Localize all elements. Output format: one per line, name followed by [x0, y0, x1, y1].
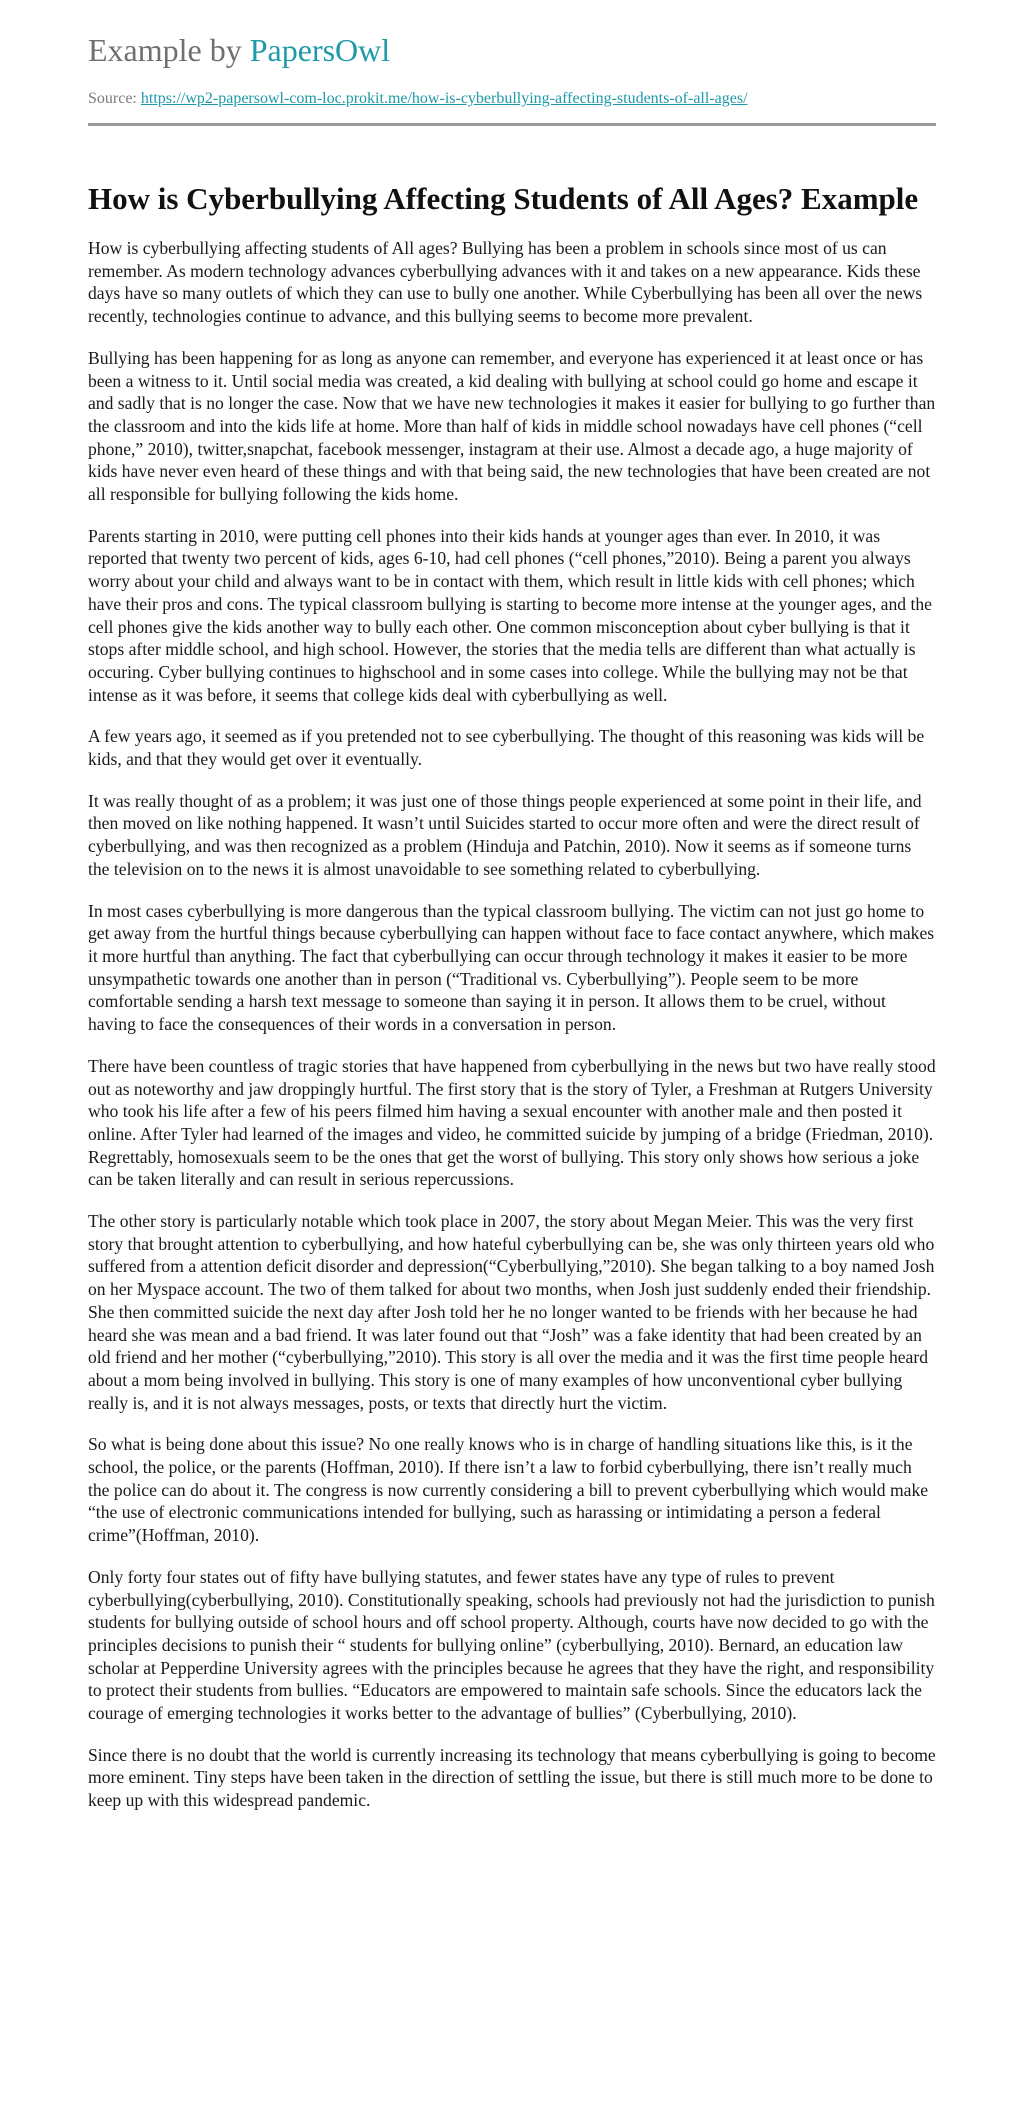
- paragraph: Parents starting in 2010, were putting cell phones into their kids hands at younger ages than ever. In 2010, it was reported that twenty two percent of kids, ages 6-10, had cell phones (“cell phones,”2010). Being a parent you always worry about your child and always want to be in contact with them, which result in little kids with cell phones; which have their pros and cons. The typical classroom bullying is starting to become more intense at the younger ages, and the cell phones give the kids another way to bully each other. One common misconception about cyber bullying is that it stops after middle school, and high school. However, the stories that the media tells are different than what actually is occuring. Cyber bullying continues to highschool and in some cases into college. While the bullying may not be that intense as it was before, it seems that college kids deal with cyberbullying as well.: [88, 525, 932, 705]
- article: [88, 180, 936, 1831]
- paragraph: How is cyberbullying affecting students of All ages? Bullying has been a problem in schools since most of us can remember. As modern technology advances cyberbullying advances with it and takes on a new appearance. Kids these days have so many outlets of which they can use to bully one another. While Cyberbullying has been all over the news recently, technologies continue to advance, and this bullying seems to become more prevalent.: [88, 238, 923, 327]
- source-label: Source:: [88, 90, 141, 107]
- article-title: How is Cyberbullying Affecting Students of All Ages? Example: [88, 181, 919, 216]
- source-link[interactable]: https://wp2-papersowl-com-loc.prokit.me/how-is-cyberbullying-affecting-students-of-all-ages/: [140, 90, 748, 107]
- paragraph: A few years ago, it seemed as if you pretended not to see cyberbullying. The thought of this reasoning was kids will be kids, and that they would get over it eventually.: [88, 726, 925, 770]
- paragraph: It was really thought of as a problem; it was just one of those things people experienced at some point in their life, and then moved on like nothing happened. It wasn’t until Suicides started to occur more often and were the direct result of cyberbullying, and was then recognized as a problem (Hinduja and Patchin, 2010). Now it seems as if someone turns the television on to the news it is almost unavoidable to see something related to cyberbullying.: [88, 790, 922, 879]
- brand-name[interactable]: PapersOwl: [249, 32, 391, 68]
- paragraph: So what is being done about this issue? No one really knows who is in charge of handling situations like this, is it the school, the police, or the parents (Hoffman, 2010). If there isn’t a law to forbid cyberbullying, there isn’t really much the police can do about it. The congress is now currently considering a bill to prevent cyberbullying which would make “the use of electronic communications intended for bullying, such as harassing or intimidating a person a federal crime”(Hoffman, 2010).: [88, 1434, 929, 1546]
- brand-prefix: Example by: [88, 32, 250, 68]
- paragraph: Only forty four states out of fifty have bullying statutes, and fewer states have any type of rules to prevent cyberbullying(cyberbullying, 2010). Constitutionally speaking, schools had previously not had the jurisdiction to punish students for bullying outside of school hours and off school property. Although, courts have now decided to go with the principles decisions to punish their “ students for bullying online” (cyberbullying, 2010). Bernard, an education law scholar at Pepperdine University agrees with the principles because he agrees that they have the right, and responsibility to protect their students from bullies. “Educators are empowered to maintain safe schools. Since the educators lack the courage of emerging technologies it works better to the advantage of bullies” (Cyberbullying, 2010).: [88, 1566, 935, 1724]
- paragraph: There have been countless of tragic stories that have happened from cyberbullying in the news but two have really stood out as noteworthy and jaw droppingly hurtful. The first story that is the story of Tyler, a Freshman at Rutgers University who took his life after a few of his peers filmed him having a sexual encounter with another male and then posted it online. After Tyler had learned of the images and video, he committed suicide by jumping of a bridge (Friedman, 2010). Regrettably, homosexuals seem to be the ones that get the worst of bullying. This story only shows how serious a joke can be taken literally and can result in serious repercussions.: [88, 1055, 936, 1190]
- paragraph: The other story is particularly notable which took place in 2007, the story about Megan Meier. This was the very first story that brought attention to cyberbullying, and how hateful cyberbullying can be, she was only thirteen years old who suffered from a attention deficit disorder and depression(“Cyberbullying,”2010). She began talking to a boy named Josh on her Myspace account. The two of them talked for about two months, when Josh just suddenly ended their friendship. She then committed suicide the next day after Josh told her he no longer wanted to be friends with her because he had heard she was mean and a bad friend. It was later found out that “Josh” was a fake identity that had been created by an old friend and her mother (“cyberbullying,”2010). This story is all over the media and it was the first time people heard about a mom being involved in bullying. This story is one of many examples of how unconventional cyber bullying really is, and it is not always messages, posts, or texts that directly hurt the victim.: [88, 1211, 935, 1413]
- paragraph: Since there is no doubt that the world is currently increasing its technology that means cyberbullying is going to become more eminent. Tiny steps have been taken in the direction of settling the issue, but there is still much more to be done to keep up with this widespread pandemic.: [88, 1744, 936, 1811]
- brand-line: [88, 28, 936, 72]
- source-line: [88, 88, 936, 110]
- page-header: [88, 28, 936, 110]
- paragraph: In most cases cyberbullying is more dangerous than the typical classroom bullying. The victim can not just go home to get away from the hurtful things because cyberbullying can happen without face to face contact anywhere, which makes it more hurtful than anything. The fact that cyberbullying can occur through technology it makes it easier to be more unsympathetic towards one another than in person (“Traditional vs. Cyberbullying”). People seem to be more comfortable sending a harsh text message to someone than saying it in person. It allows them to be cruel, without having to face the consequences of their words in a conversation in person.: [88, 900, 935, 1035]
- header-divider: [88, 123, 936, 126]
- paragraph: Bullying has been happening for as long as anyone can remember, and everyone has experienced it at least once or has been a witness to it. Until social media was created, a kid dealing with bullying at school could go home and escape it and sadly that is no longer the case. Now that we have new technologies it makes it easier for bullying to go further than the classroom and into the kids life at home. More than half of kids in middle school nowadays have cell phones (“cell phone,” 2010), twitter,snapchat, facebook messenger, instagram at their use. Almost a decade ago, a huge majority of kids have never even heard of these things and with that being said, the new technologies that have been created are not all responsible for bullying following the kids home.: [88, 347, 936, 505]
